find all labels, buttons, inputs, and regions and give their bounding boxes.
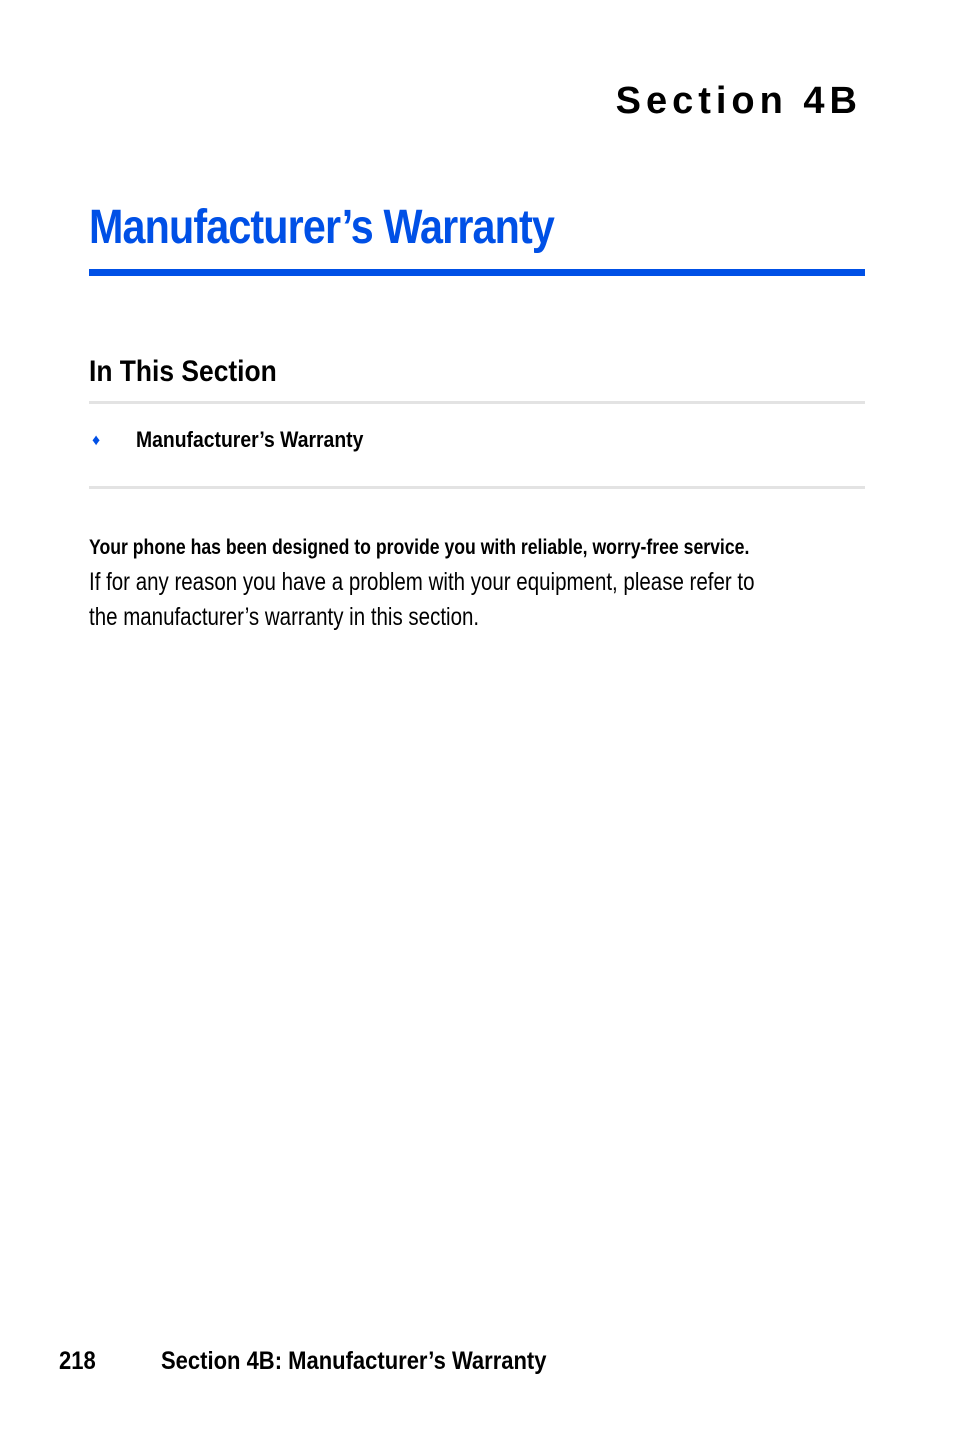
diamond-bullet-icon: ♦ — [92, 432, 101, 449]
intro-body-line-2: the manufacturer’s warranty in this section. — [89, 603, 480, 631]
section-label: Section 4B — [615, 80, 862, 122]
in-this-section-heading: In This Section — [89, 355, 277, 388]
intro-body-line-1: If for any reason you have a problem with your equipment, please refer to — [89, 568, 755, 596]
title-rule — [89, 269, 865, 276]
intro-lead: Your phone has been designed to provide you with reliable, worry-free service. — [89, 536, 750, 559]
toc-bottom-rule — [89, 486, 865, 489]
running-title: Section 4B: Manufacturer’s Warranty — [161, 1347, 547, 1375]
toc-item-label: Manufacturer’s Warranty — [136, 427, 364, 452]
toc-top-rule — [89, 401, 865, 404]
chapter-title: Manufacturer’s Warranty — [89, 201, 555, 254]
page-number: 218 — [59, 1347, 96, 1375]
